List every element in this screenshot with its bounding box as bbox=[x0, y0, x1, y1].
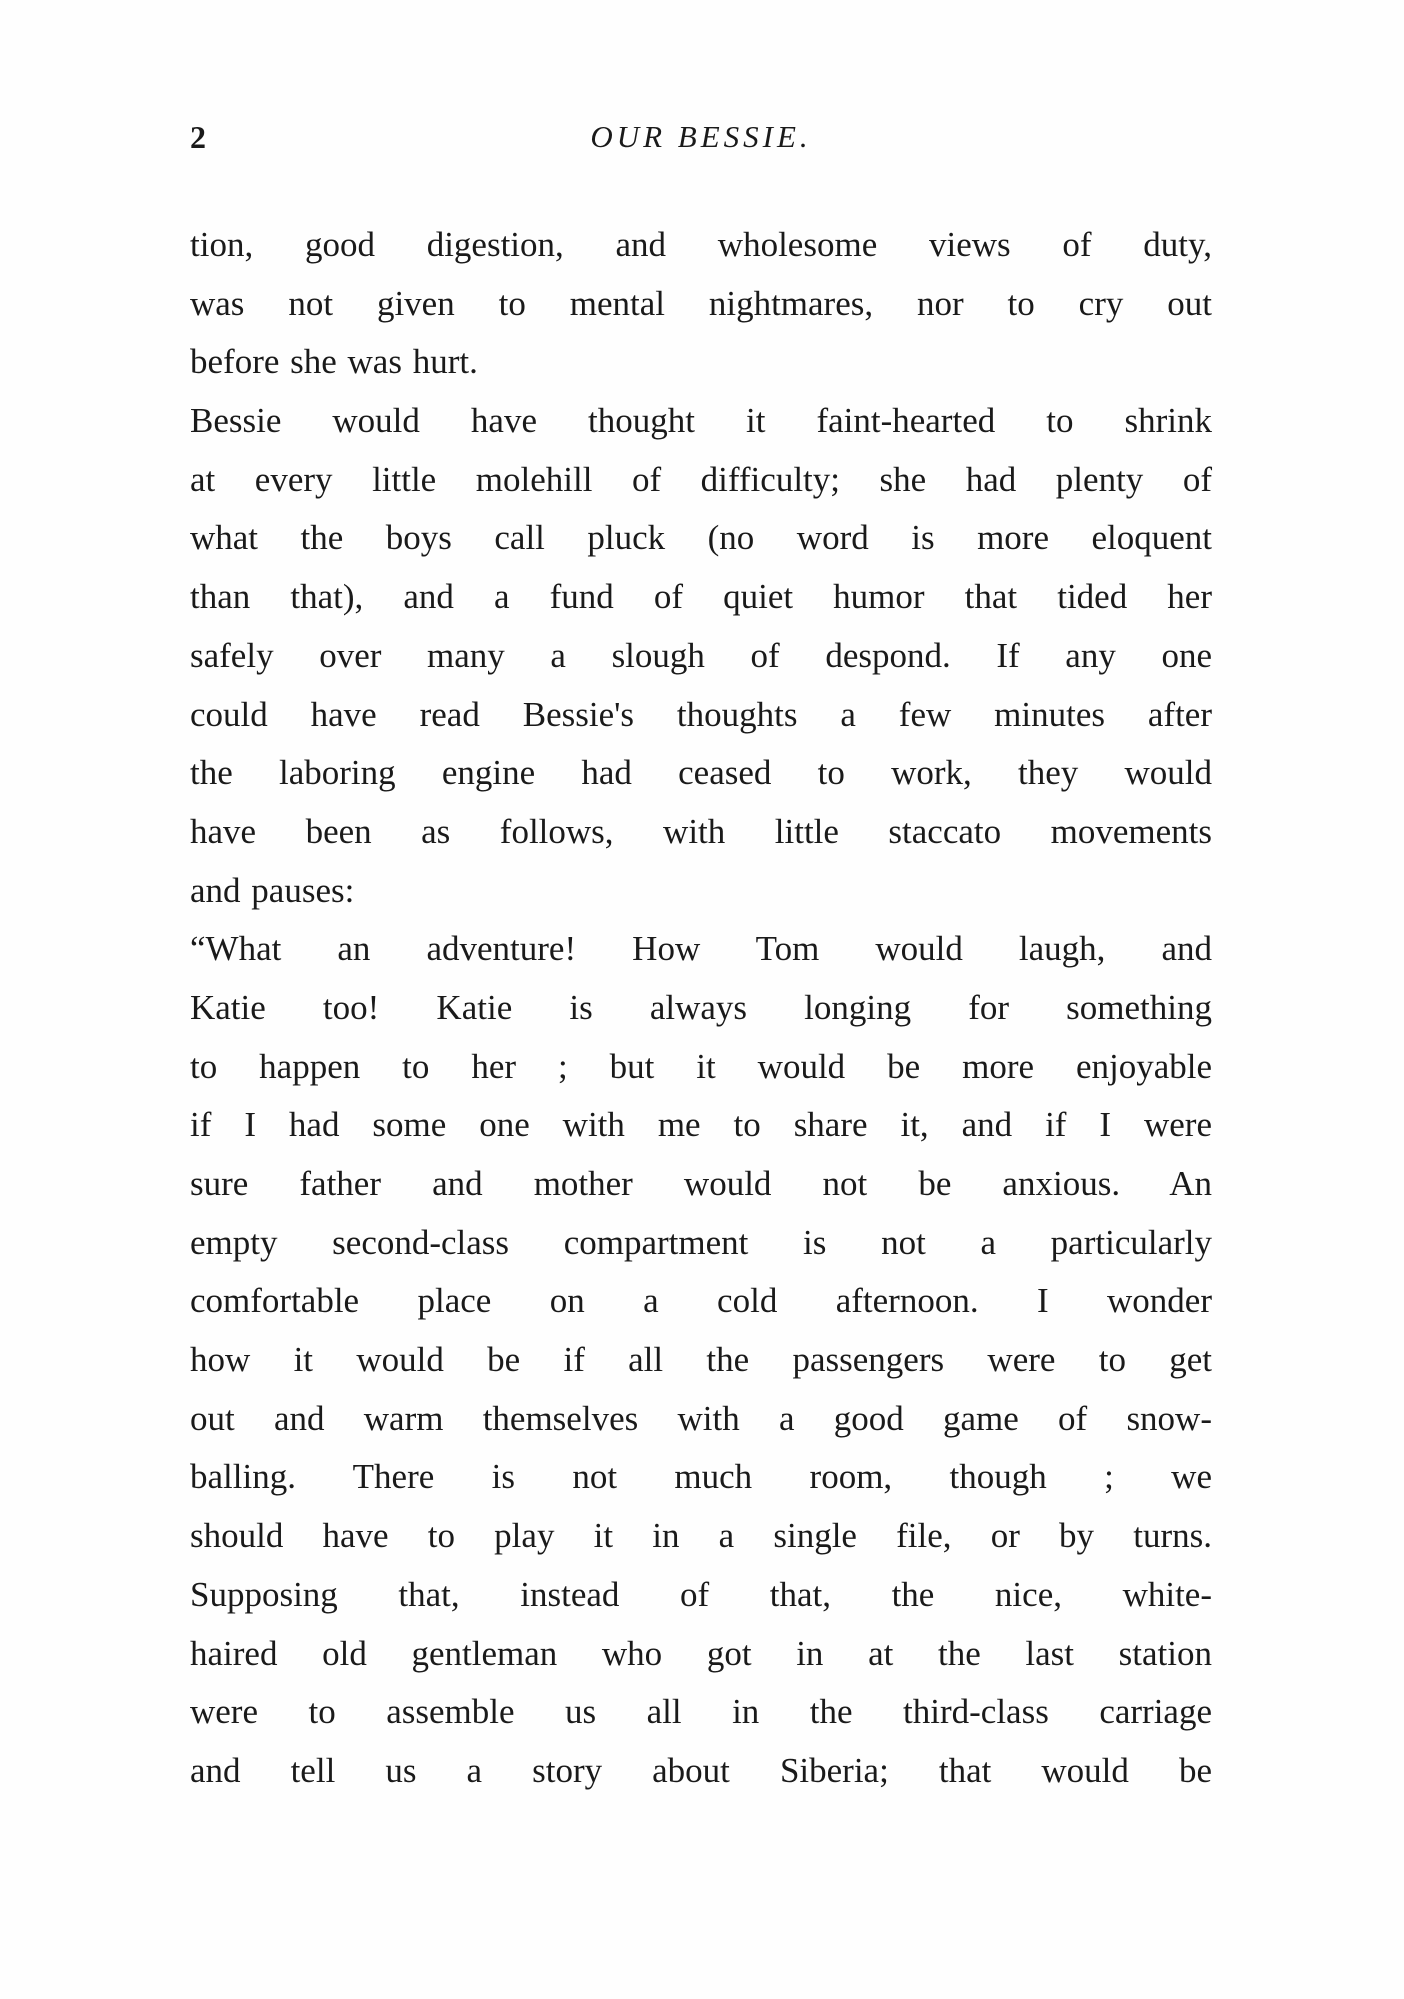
text-line: comfortable place on a cold afternoon. I wonder bbox=[190, 1281, 1212, 1321]
text-line: were to assemble us all in the third-class carriage bbox=[190, 1692, 1212, 1732]
text-line: Supposing that, instead of that, the nice, white- bbox=[190, 1574, 1212, 1614]
text-line: empty second-class compartment is not a particularly bbox=[190, 1222, 1212, 1262]
text-line: should have to play it in a single file, or by turns. bbox=[190, 1516, 1212, 1556]
text-line: the laboring engine had ceased to work, they would bbox=[190, 753, 1212, 793]
text-line: haired old gentleman who got in at the last station bbox=[190, 1633, 1212, 1673]
text-line: to happen to her ; but it would be more enjoyable bbox=[190, 1046, 1212, 1086]
page-number: 2 bbox=[190, 119, 206, 155]
text-line: if I had some one with me to share it, and if I were bbox=[190, 1105, 1212, 1145]
running-title: OUR BESSIE. bbox=[590, 119, 812, 154]
running-head bbox=[190, 112, 1212, 162]
text-line: than that), and a fund of quiet humor that tided her bbox=[190, 577, 1212, 617]
text-line: could have read Bessie's thoughts a few minutes after bbox=[190, 694, 1212, 734]
text-line: how it would be if all the passengers were to get bbox=[190, 1340, 1212, 1380]
text-line: was not given to mental nightmares, nor to cry out bbox=[190, 283, 1212, 323]
text-line: and tell us a story about Siberia; that would be bbox=[190, 1750, 1212, 1790]
text-line: “What an adventure! How Tom would laugh, and bbox=[190, 929, 1212, 969]
text-line: at every little molehill of difficulty; she had plenty of bbox=[190, 459, 1212, 499]
text-line: sure father and mother would not be anxious. An bbox=[190, 1164, 1212, 1203]
text-line: balling. There is not much room, though ; we bbox=[190, 1457, 1212, 1497]
text-line: Katie too! Katie is always longing for something bbox=[190, 987, 1212, 1027]
text-line: Bessie would have thought it faint-hearted to shrink bbox=[190, 401, 1212, 441]
text-line: tion, good digestion, and wholesome views of duty, bbox=[190, 225, 1212, 264]
text-line: before she was hurt. bbox=[190, 342, 478, 382]
body-text bbox=[190, 216, 1212, 1801]
text-line: what the boys call pluck (no word is more eloquent bbox=[190, 518, 1212, 558]
text-line: and pauses: bbox=[190, 870, 355, 910]
text-line: have been as follows, with little staccato movements bbox=[190, 811, 1212, 851]
text-line: out and warm themselves with a good game of snow- bbox=[190, 1398, 1212, 1438]
text-line: safely over many a slough of despond. If any one bbox=[190, 635, 1212, 675]
